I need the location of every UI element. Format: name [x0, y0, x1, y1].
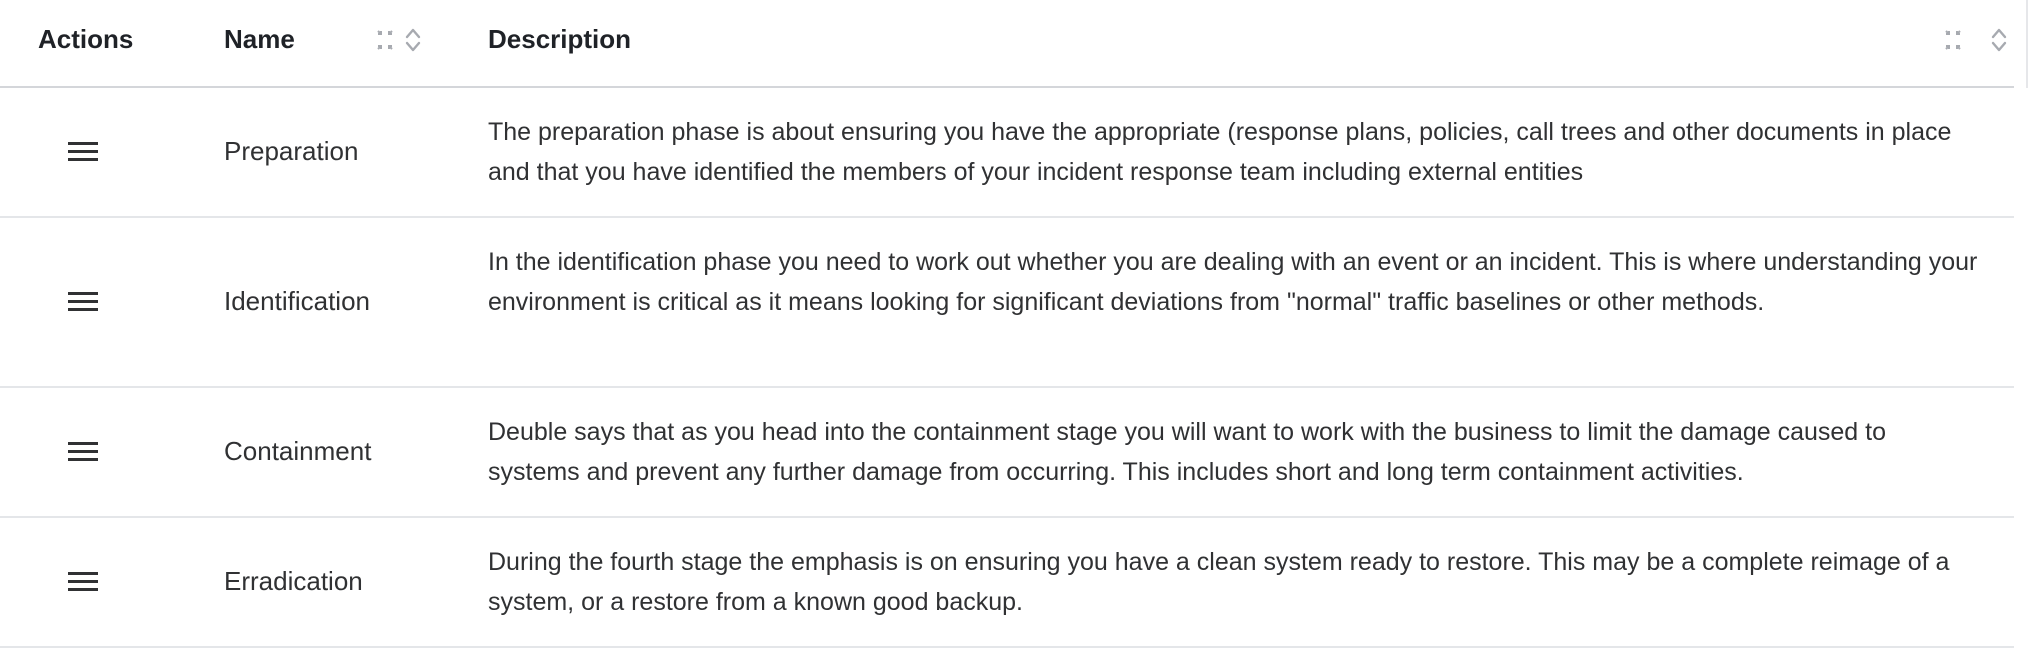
row-description: During the fourth stage the emphasis is on ensuring you have a clean system ready to restore. This may be a complete reimage of a system, or a restore from a known good backup. — [488, 548, 1950, 616]
row-name: Preparation — [224, 136, 359, 166]
column-header-description[interactable]: Description — [488, 24, 632, 54]
column-header-name[interactable]: Name — [224, 24, 295, 54]
sort-icon[interactable] — [400, 26, 426, 54]
compress-icon[interactable] — [1940, 26, 1966, 54]
table-row — [0, 388, 2014, 518]
table-row — [0, 88, 2014, 218]
menu-icon[interactable] — [66, 569, 100, 595]
table-row — [0, 518, 2014, 648]
menu-icon[interactable] — [66, 289, 100, 315]
row-name: Identification — [224, 286, 370, 316]
table-header — [0, 0, 2014, 88]
menu-icon[interactable] — [66, 439, 100, 465]
column-resize-handle[interactable] — [2026, 0, 2028, 88]
sort-icon[interactable] — [1986, 26, 2012, 54]
menu-icon[interactable] — [66, 139, 100, 165]
table-row — [0, 218, 2014, 388]
row-name: Erradication — [224, 566, 363, 596]
row-description: The preparation phase is about ensuring you have the appropriate (response plans, policies, call trees and other documents in place and that you have identified the members of your incident response team including external entities — [488, 118, 1952, 186]
row-description: In the identification phase you need to work out whether you are dealing with an event or an incident. This is where understanding your environment is critical as it means looking for significant deviations from "normal" traffic baselines or other methods. — [488, 248, 1978, 316]
column-header-actions: Actions — [38, 24, 134, 54]
row-description: Deuble says that as you head into the containment stage you will want to work with the business to limit the damage caused to systems and prevent any further damage from occurring. This includes short and long term containment activities. — [488, 418, 1887, 486]
compress-icon[interactable] — [372, 26, 398, 54]
row-name: Containment — [224, 436, 372, 466]
